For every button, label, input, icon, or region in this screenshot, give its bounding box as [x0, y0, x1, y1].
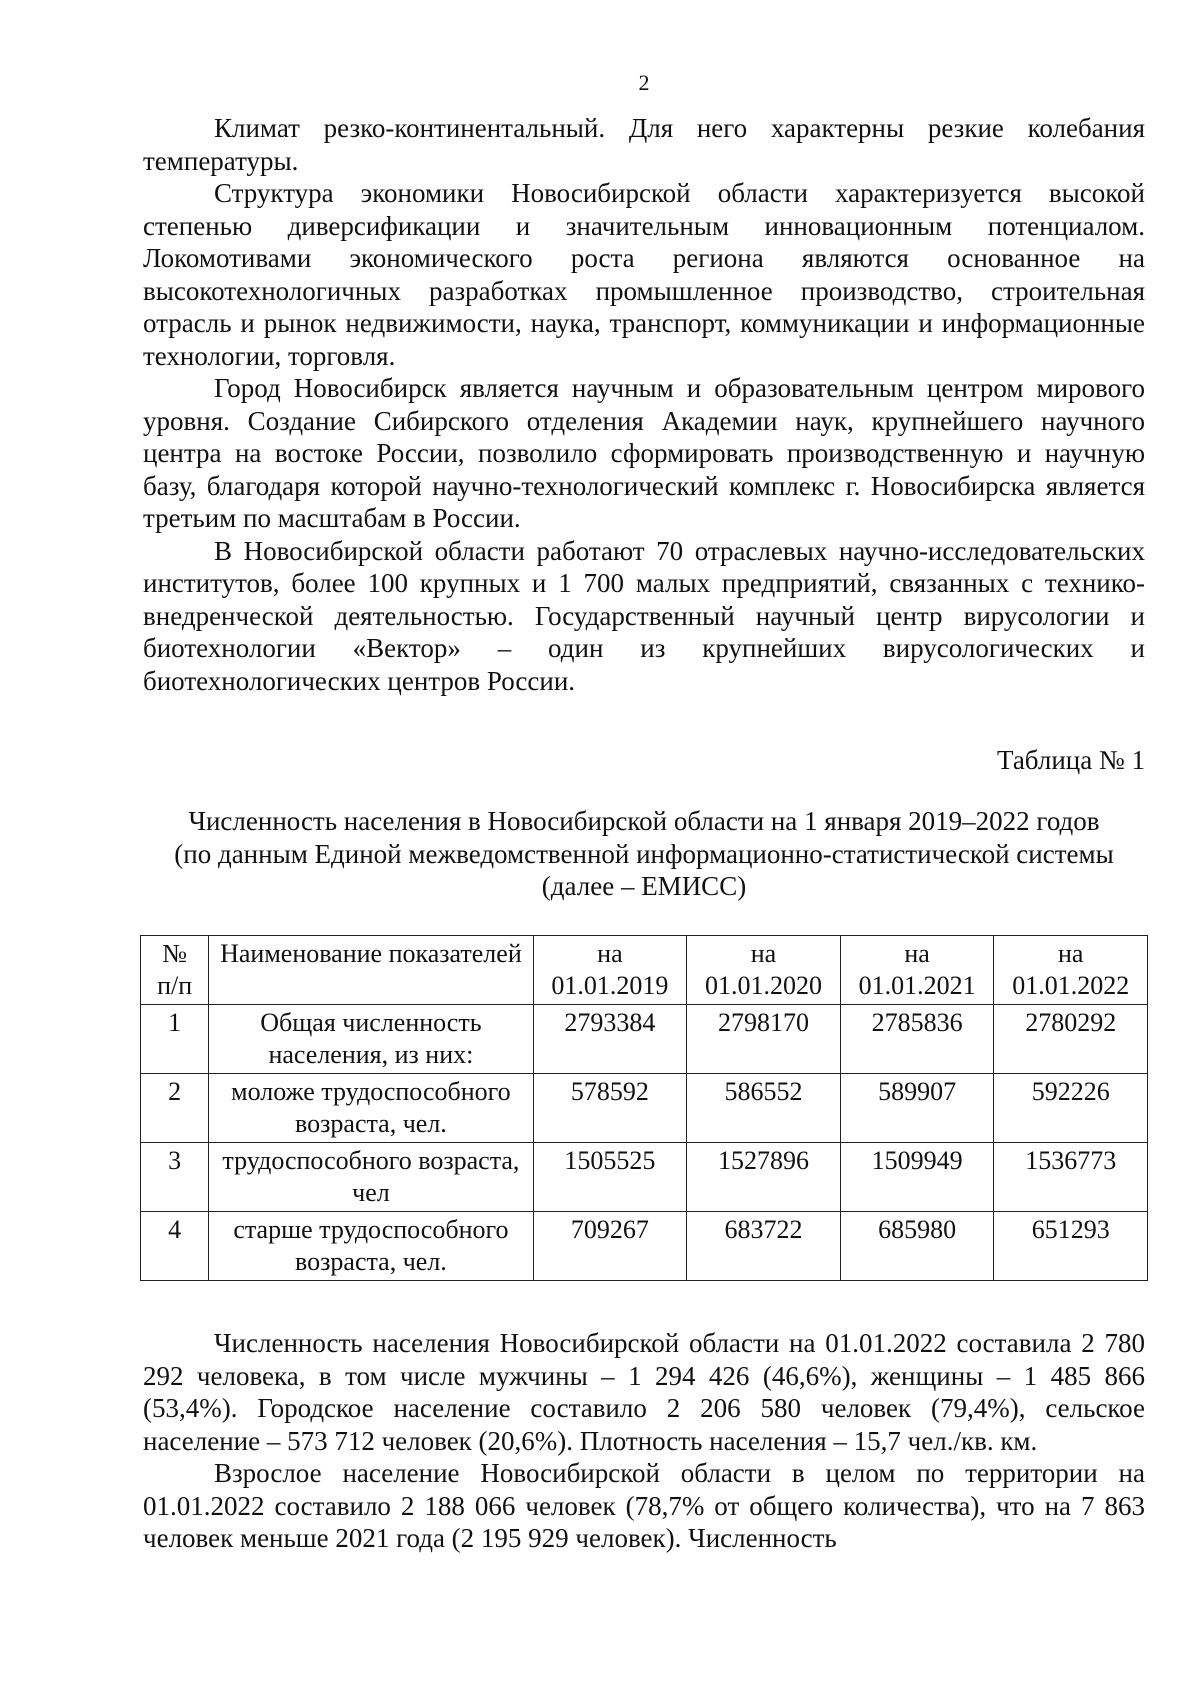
page-number: 2	[638, 70, 650, 95]
header-year-prefix: на	[1057, 939, 1084, 968]
row-number: 3	[141, 1143, 209, 1212]
value-2021: 2785836	[840, 1005, 994, 1074]
header-indicator-name: Наименование показателей	[209, 936, 533, 1005]
header-number	[141, 936, 209, 1005]
header-year-date: 01.01.2021	[858, 971, 976, 1000]
header-year-date: 01.01.2019	[551, 971, 669, 1000]
row-indicator-name	[209, 1143, 533, 1212]
table-title-line: Численность населения в Новосибирской области на 1 января 2019–2022 годов	[188, 806, 1100, 836]
header-year-prefix: на	[597, 939, 623, 968]
row-name-line: населения, из них:	[268, 1040, 474, 1069]
table-title-line: (по данным Единой межведомственной информационно-статистической системы	[174, 838, 1114, 869]
value-2022: 651293	[994, 1212, 1148, 1281]
paragraph-economy: Структура экономики Новосибирской области характеризуется высокой степенью диверсификации и значительным инновационным потенциалом. Локомотивами экономического роста региона являются основанное на высокотехнологичных разработках промышленное производство, строительная отрасль и рынок недвижимости, наука, транспорт, коммуникации и информационные технологии, торговля.	[143, 178, 1145, 371]
header-year-2019	[533, 936, 687, 1005]
row-name-line: возраста, чел.	[295, 1247, 447, 1276]
value-2021: 685980	[840, 1212, 994, 1281]
paragraph-adult-population: Взрослое население Новосибирской области в целом по территории на 01.01.2022 составило 2 188 066 человек (78,7% от общего количества), что на 7 863 человек меньше 2021 года (2 195 929 человек). Численность	[143, 1458, 1145, 1553]
row-name-line: возраста, чел.	[295, 1109, 447, 1138]
table-header-row	[141, 936, 1148, 1005]
value-2021: 589907	[840, 1074, 994, 1143]
value-2020: 586552	[687, 1074, 841, 1143]
row-indicator-name	[209, 1074, 533, 1143]
population-summary-text	[143, 1327, 1145, 1555]
table-row	[141, 1005, 1148, 1074]
row-indicator-name	[209, 1212, 533, 1281]
population-table	[140, 935, 1148, 1281]
paragraph-research-institutes: В Новосибирской области работают 70 отраслевых научно-исследовательских институтов, более 100 крупных и 1 700 малых предприятий, связанных с технико-внедренческой деятельностью. Государственный научный центр вирусологии и биотехнологии «Вектор» – один из крупнейших вирусологических и биотехнологических центров России.	[143, 535, 1145, 696]
row-name-line: моложе трудоспособного	[231, 1077, 511, 1106]
header-year-prefix: на	[904, 939, 930, 968]
paragraph-climate: Климат резко-континентальный. Для него характерны резкие колебания температуры.	[143, 113, 1145, 176]
header-year-2022	[994, 936, 1148, 1005]
value-2022: 1536773	[994, 1143, 1148, 1212]
paragraph-science-center: Город Новосибирск является научным и образовательным центром мирового уровня. Создание Сибирского отделения Академии наук, крупнейшего научного центра на востоке России, позволило сформировать производственную и научную базу, благодаря которой научно-технологический комплекс г. Новосибирска является третьим по масштабам в России.	[143, 373, 1145, 533]
paragraph-population-total: Численность населения Новосибирской области на 01.01.2022 составила 2 780 292 человека, в том числе мужчины – 1 294 426 (46,6%), женщины – 1 485 866 (53,4%). Городское население составило 2 206 580 человек (79,4%), сельское население – 573 712 человек (20,6%). Плотность населения – 15,7 чел./кв. км.	[143, 1328, 1145, 1456]
table-row	[141, 1074, 1148, 1143]
table-caption: Таблица № 1	[997, 745, 1145, 775]
header-year-2020	[687, 936, 841, 1005]
row-name-line: Общая численность	[260, 1008, 482, 1037]
header-year-date: 01.01.2022	[1012, 971, 1130, 1000]
value-2022: 2780292	[994, 1005, 1148, 1074]
value-2020: 683722	[687, 1212, 841, 1281]
row-number: 2	[141, 1074, 209, 1143]
value-2022: 592226	[994, 1074, 1148, 1143]
table-title	[143, 805, 1145, 903]
table-title-line: (далее – ЕМИСС)	[541, 871, 747, 901]
row-name-line: старше трудоспособного	[233, 1215, 509, 1244]
value-2019: 709267	[533, 1212, 687, 1281]
header-year-prefix: на	[750, 939, 777, 968]
header-year-2021	[840, 936, 994, 1005]
row-indicator-name	[209, 1005, 533, 1074]
header-number-label: п/п	[157, 971, 193, 1000]
row-number: 1	[141, 1005, 209, 1074]
header-year-date: 01.01.2020	[704, 971, 822, 1000]
row-name-line: трудоспособного возраста,	[222, 1146, 520, 1175]
value-2021: 1509949	[840, 1143, 994, 1212]
table-row	[141, 1212, 1148, 1281]
table-row	[141, 1143, 1148, 1212]
value-2019: 2793384	[533, 1005, 687, 1074]
header-number-sign: №	[162, 939, 188, 968]
value-2020: 1527896	[687, 1143, 841, 1212]
value-2019: 1505525	[533, 1143, 687, 1212]
row-number: 4	[141, 1212, 209, 1281]
intro-text	[143, 112, 1145, 697]
row-name-line: чел	[352, 1178, 390, 1207]
value-2020: 2798170	[687, 1005, 841, 1074]
value-2019: 578592	[533, 1074, 687, 1143]
